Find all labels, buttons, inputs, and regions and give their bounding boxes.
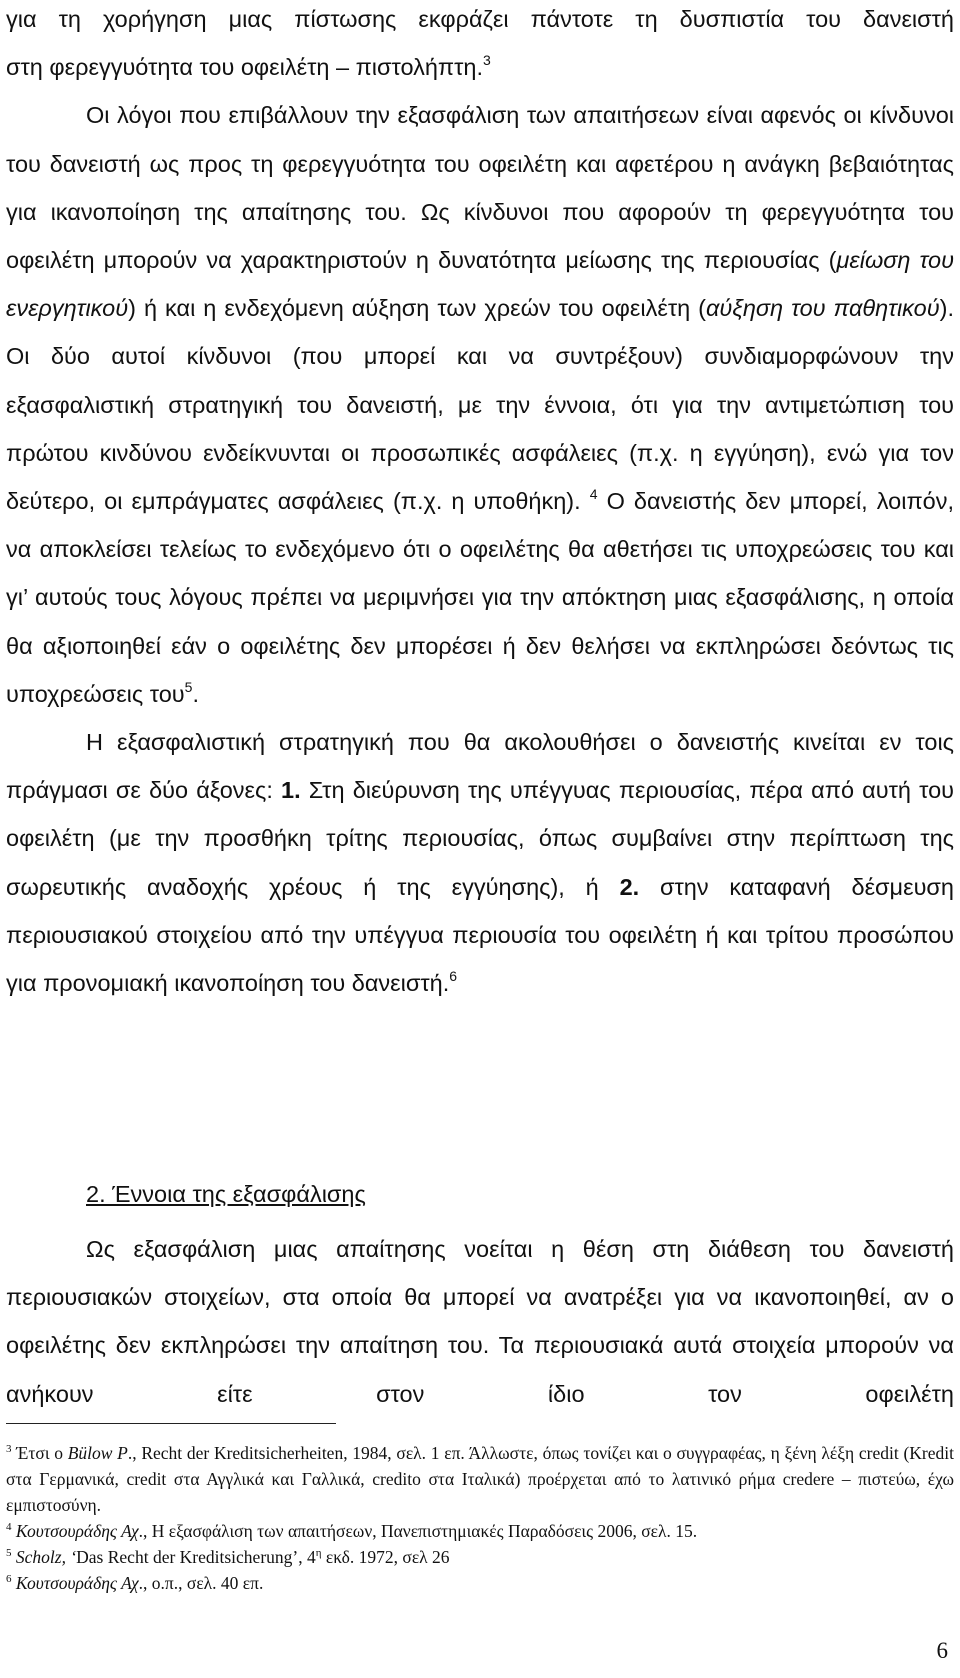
italic-term: αύξηση του παθητικού	[706, 295, 940, 322]
footnote-ref-4[interactable]: 4	[589, 486, 598, 503]
body-text-top	[6, 0, 954, 1007]
paragraph-risks: Οι λόγοι που επιβάλλουν την εξασφάλιση των απαιτήσεων είναι αφενός οι κίνδυνοι του δανειστή ως προς τη φερεγγυότητα του οφειλέτη και αφετέρου η ανάγκη βεβαιότητας για ικανοποίηση της απαίτησης του. Ως κίνδυνοι που αφορούν τη φερεγγυότητα του οφειλέτη μπορούν να χαρακτηριστούν η δυνατότητα μείωσης της περιουσίας (μείωση του ενεργητικού) ή και η ενδεχόμενη αύξηση των χρεών του οφειλέτη (αύξηση του παθητικού). Οι δύο αυτοί κίνδυνοι (που μπορεί και να συντρέξουν) συνδιαμορφώνουν την εξασφαλιστική στρατηγική του δανειστή, με την έννοια, ότι για την αντιμετώπιση του πρώτου κινδύνου ενδείκνυνται οι προσωπικές ασφάλειες (π.χ. η εγγύηση), ενώ για τον δεύτερο, οι εμπράγματες ασφάλειες (π.χ. η υποθήκη). $^4$ Ο δανειστής δεν μπορεί, λοιπόν, να αποκλείσει τελείως το ενδεχόμενο ότι ο οφειλέτης θα αθετήσει τις υποχρεώσεις του και γι’ αυτούς τους λόγους πρέπει να μεριμνήσει για την απόκτηση μιας εξασφάλισης, η οποία θα αξιοποιηθεί εάν ο οφειλέτης δεν μπορέσει ή δεν θελήσει να εκπληρώσει δεόντως τις υποχρεώσεις του$^5$.	[6, 102, 955, 707]
paragraph-strategy: Η εξασφαλιστική στρατηγική που θα ακολουθήσει ο δανειστής κινείται εν τοις πράγμασι σε δύο άξονες: 1. Στη διεύρυνση της υπέγγυας περιουσίας, πέρα από αυτή του οφειλέτη (με την προσθήκη τρίτης περιουσίας, όπως συμβαίνει στην περίπτωση της σωρευτικής αναδοχής χρέους ή της εγγύησης), ή 2. στην καταφανή δέσμευση περιουσιακού στοιχείου από την υπέγγυα περιουσία του οφειλέτη ή και τρίτου προσώπου για προνομιακή ικανοποίηση του δανειστή.$^6$	[6, 729, 954, 997]
paragraph-definition: Ως εξασφάλιση μιας απαίτησης νοείται η θέση στη διάθεση του δανειστή περιουσιακών στοιχείων, στα οποία θα μπορεί να ανατρέξει για να ικανοποιηθεί, αν ο οφειλέτης δεν εκπληρώσει την απαίτηση του. Τα περιουσιακά αυτά στοιχεία μπορούν να ανήκουν είτε στον ίδιο τον οφειλέτη	[6, 1236, 954, 1407]
footnote-ref-3[interactable]: 3	[483, 52, 491, 69]
paragraph-continuation: για τη χορήγηση μιας πίστωσης εκφράζει πάντοτε τη δυσπιστία του δανειστή	[6, 6, 954, 32]
footnote-3: $^3$ Έτσι ο Bülow P., Recht der Kreditsicherheiten, 1984, σελ. 1 επ. Άλλωστε, όπως τονίζει και ο συγγραφέας, η ξένη λέξη credit (Kredit στα Γερμανικά, credit στα Αγγλικά και Γαλλικά, credito στα Ιταλικά) προέρχεται από το λατινικό ρήμα credere – πιστεύω, έχω εμπιστοσύνη.	[6, 1443, 954, 1515]
body-text-bottom	[6, 1225, 954, 1418]
section-heading: 2. Έννοια της εξασφάλισης	[86, 1181, 366, 1207]
footnote-6: $^6$ Κουτσουράδης Αχ., ο.π., σελ. 40 επ.	[6, 1573, 264, 1593]
footnote-ref-5[interactable]: 5	[184, 678, 193, 695]
page-number: 6	[936, 1638, 948, 1663]
footnote-5: $^5$ Scholz, ‘Das Recht der Kreditsicherung’, $4^\eta$ εκδ. 1972, σελ 26	[6, 1547, 450, 1567]
footnote-4: $^4$ Κουτσουράδης Αχ., Η εξασφάλιση των απαιτήσεων, Πανεπιστημιακές Παραδόσεις 2006, σελ. 15.	[6, 1521, 698, 1541]
footnote-ref-6[interactable]: 6	[449, 968, 458, 985]
footnotes	[6, 1440, 954, 1596]
footnote-separator	[6, 1423, 336, 1424]
paragraph-continuation-end: στη φερεγγυότητα του οφειλέτη – πιστολήπτη.$^3$	[6, 52, 491, 81]
italic-term: μείωση του ενεργητικού	[6, 247, 955, 322]
